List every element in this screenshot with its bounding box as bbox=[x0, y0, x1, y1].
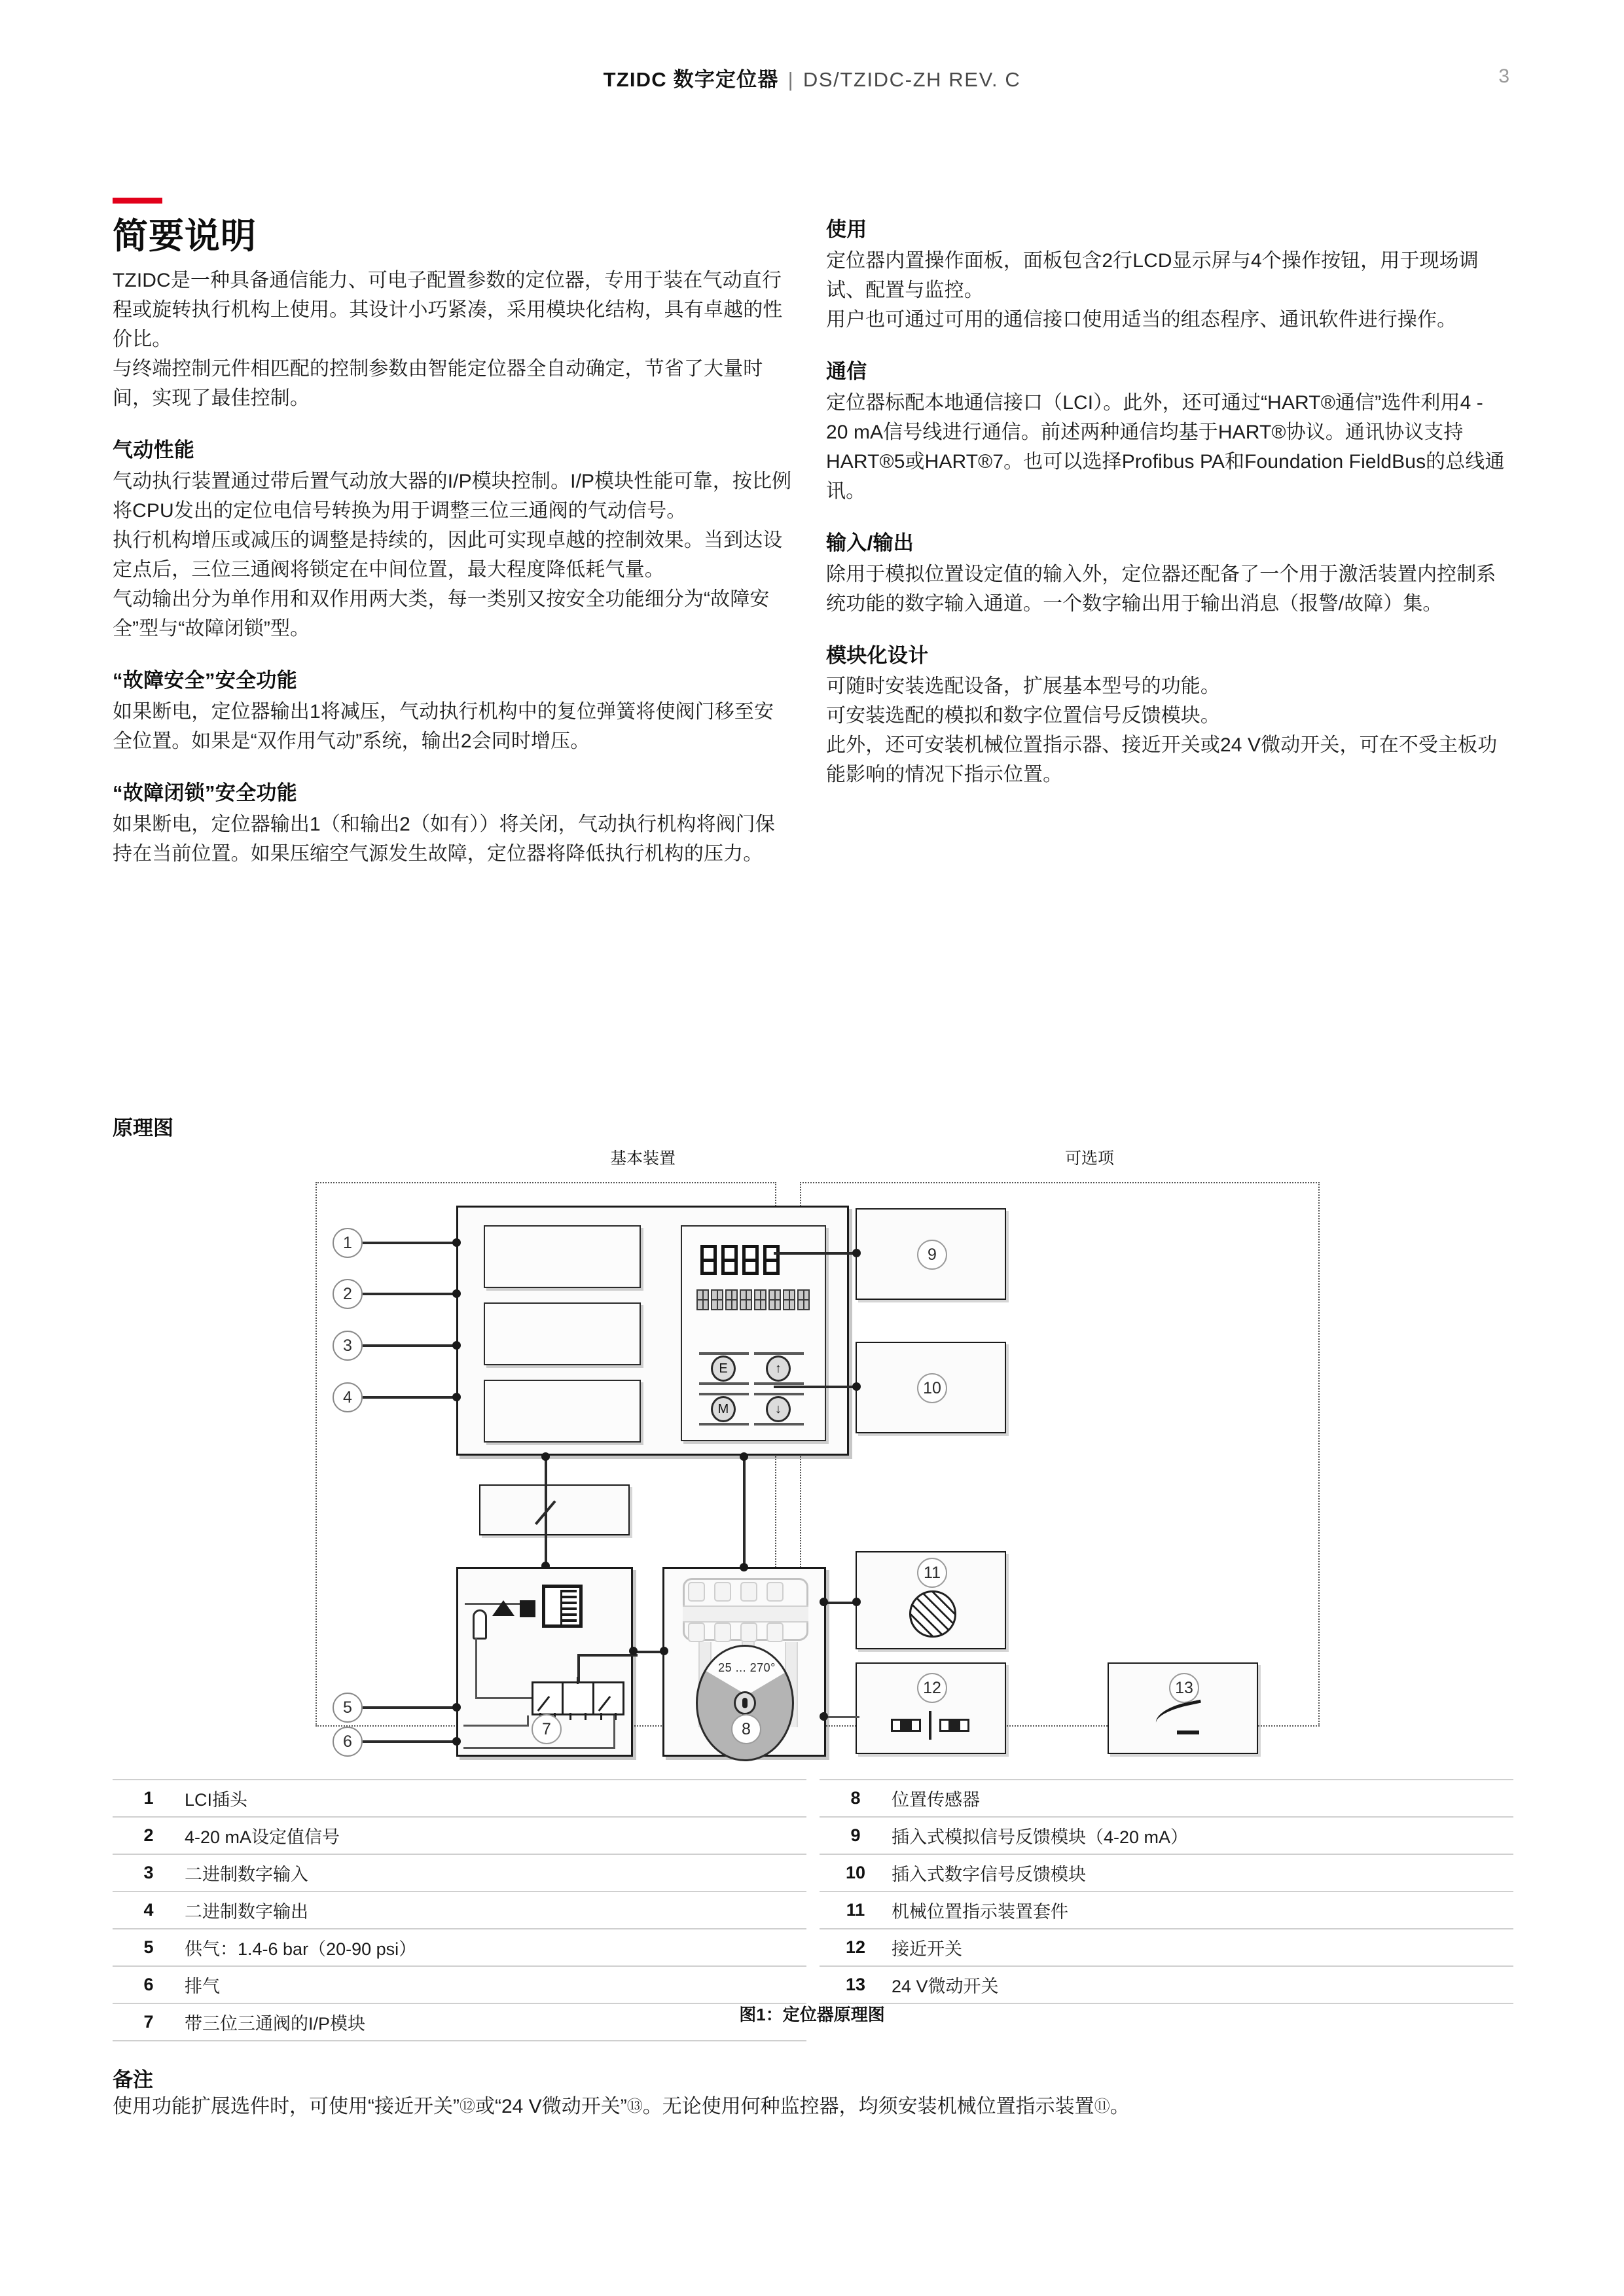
legend-text: 24 V微动开关 bbox=[892, 1977, 999, 1996]
section-heading-modular: 模块化设计 bbox=[826, 643, 929, 667]
diagram-node-4 bbox=[452, 1393, 461, 1401]
diagram-callout-10: 10 bbox=[917, 1373, 947, 1403]
operating-button-mode-label: M bbox=[711, 1396, 736, 1422]
diagram-node-3 bbox=[452, 1341, 461, 1350]
valve-supply-port-line bbox=[463, 1725, 529, 1727]
operating-button-down[interactable] bbox=[754, 1393, 804, 1426]
faillock-paragraph-1: 如果断电，定位器输出1（和输出2（如有））将关闭，气动执行机构将阀门保持在当前位置。如果压缩空气源发生故障，定位器将降低执行机构的压力。 bbox=[113, 813, 775, 865]
ip-coil-icon bbox=[542, 1585, 583, 1628]
valve-output-riser bbox=[577, 1654, 580, 1683]
legend-row bbox=[820, 1891, 1513, 1928]
legend-row bbox=[113, 1965, 806, 2003]
diagram-group-label-basic: 基本装置 bbox=[610, 1149, 676, 1168]
diagram-callout-5: 5 bbox=[333, 1693, 363, 1723]
legend-number: 6 bbox=[143, 1975, 154, 1994]
actuator-band bbox=[683, 1605, 808, 1623]
valve-exhaust-port-riser bbox=[613, 1715, 615, 1748]
diagram-node-9 bbox=[852, 1249, 861, 1257]
legend-text: 排气 bbox=[185, 1977, 220, 1996]
three-position-three-way-valve bbox=[532, 1681, 624, 1715]
legend-text: 带三位三通阀的I/P模块 bbox=[185, 2014, 366, 2034]
diagram-option-micro-switch bbox=[1108, 1662, 1258, 1754]
legend-row bbox=[820, 1779, 1513, 1816]
legend-row bbox=[820, 1816, 1513, 1854]
schematic-diagram bbox=[113, 1145, 1513, 1774]
operating-button-enter[interactable] bbox=[699, 1352, 749, 1385]
remark-text-2: 或“24 V微动开关” bbox=[475, 2096, 627, 2117]
pneumatics-paragraph-2: 执行机构增压或减压的调整是持续的，因此可实现卓越的控制效果。当到达设定点后，三位三通阀将锁定在中间位置，最大程度降低耗气量。 bbox=[113, 529, 783, 581]
valve-cell-left bbox=[533, 1683, 564, 1713]
legend-text: 插入式数字信号反馈模块 bbox=[892, 1865, 1086, 1884]
operating-button-down-label: ↓ bbox=[766, 1396, 791, 1422]
modular-paragraph-2: 可安装选配的模拟和数字位置信号反馈模块。 bbox=[826, 705, 1220, 727]
diagram-node-11-src bbox=[820, 1598, 828, 1606]
legend-number: 4 bbox=[143, 1900, 154, 1920]
pneumatics-paragraph-1: 气动执行装置通过带后置气动放大器的I/P模块控制。I/P模块性能可靠，按比例将CPU发出的定位电信号转换为用于调整三位三通阀的气动信号。 bbox=[113, 470, 792, 522]
diagram-block-terminal-2 bbox=[484, 1302, 641, 1365]
diagram-lead-3 bbox=[363, 1344, 458, 1347]
diagram-ip-module bbox=[456, 1567, 633, 1757]
diagram-callout-11: 11 bbox=[917, 1558, 947, 1588]
intro-paragraph-1: TZIDC是一种具备通信能力、可电子配置参数的定位器，专用于装在气动直行程或旋转执行机构上使用。其设计小巧紧凑，采用模块化结构，具有卓越的性价比。 bbox=[113, 270, 783, 351]
legend-number: 13 bbox=[845, 1975, 866, 1994]
operation-paragraph-2: 用户也可通过可用的通信接口使用适当的组态程序、通讯软件进行操作。 bbox=[826, 308, 1457, 331]
diagram-callout-1: 1 bbox=[333, 1228, 363, 1258]
legend-text: 位置传感器 bbox=[892, 1790, 980, 1810]
remark-ref-11: ⑪ bbox=[1094, 2098, 1110, 2115]
lcd-fourteen-segment-row bbox=[696, 1289, 810, 1310]
legend-number: 12 bbox=[845, 1937, 866, 1957]
diagram-option-analog-feedback bbox=[856, 1208, 1006, 1300]
rotation-hub bbox=[734, 1691, 756, 1715]
diagram-option-mechanical-indicator bbox=[856, 1551, 1006, 1649]
operating-button-up-label: ↑ bbox=[766, 1355, 791, 1382]
rotation-range-label: 25 ... 270° bbox=[718, 1661, 776, 1674]
valve-output-line bbox=[577, 1654, 638, 1657]
page-header bbox=[0, 63, 1624, 102]
actuator-fin bbox=[767, 1582, 784, 1602]
diagram-node-1 bbox=[452, 1238, 461, 1247]
legend-number: 2 bbox=[143, 1825, 154, 1845]
diagram-lead-4 bbox=[363, 1396, 458, 1399]
legend-number: 8 bbox=[850, 1788, 861, 1808]
legend-row bbox=[820, 1854, 1513, 1891]
section-heading-faillock: “故障闭锁”安全功能 bbox=[113, 781, 297, 804]
io-paragraph-1: 除用于模拟位置设定值的输入外，定位器还配备了一个用于激活装置内控制系统功能的数字输入通道。一个数字输出用于输出消息（报警/故障）集。 bbox=[826, 563, 1496, 615]
diagram-lead-2 bbox=[363, 1293, 458, 1295]
diagram-callout-7: 7 bbox=[532, 1714, 562, 1744]
legend-row bbox=[113, 1816, 806, 1854]
legend-text: 供气：1.4-6 bar（20-90 psi） bbox=[185, 1939, 417, 1959]
diagram-callout-8: 8 bbox=[731, 1714, 761, 1744]
valve-supply-port-riser bbox=[527, 1715, 529, 1726]
diagram-block-terminal-1 bbox=[484, 1225, 641, 1288]
section-heading-io: 输入/输出 bbox=[826, 531, 914, 554]
remark-heading: 备注 bbox=[113, 2068, 153, 2091]
fourteen-segment-char bbox=[696, 1289, 709, 1310]
remark-text-3: 。无论使用何种监控器，均须安装机械位置指示装置 bbox=[642, 2096, 1094, 2117]
lcd-seven-segment-row bbox=[700, 1245, 780, 1275]
valve-cell-right bbox=[594, 1683, 623, 1713]
ip-nozzle-down-line bbox=[475, 1638, 477, 1698]
diagram-lead-9 bbox=[774, 1252, 859, 1255]
operating-button-mode[interactable] bbox=[699, 1393, 749, 1426]
ip-amplifier-icon bbox=[492, 1600, 514, 1616]
fourteen-segment-char bbox=[711, 1289, 723, 1310]
failsafe-paragraph-1: 如果断电，定位器输出1将减压，气动执行机构中的复位弹簧将使阀门移至安全位置。如果是“双作用气动”系统，输出2会同时增压。 bbox=[113, 700, 774, 752]
section-heading-pneumatics: 气动性能 bbox=[113, 439, 195, 462]
legend-text: LCI插头 bbox=[185, 1790, 248, 1810]
ip-nozzle-icon bbox=[473, 1609, 487, 1640]
legend-number: 1 bbox=[143, 1788, 154, 1808]
fourteen-segment-char bbox=[754, 1289, 767, 1310]
diagram-callout-6: 6 bbox=[333, 1727, 363, 1757]
operating-button-up[interactable] bbox=[754, 1352, 804, 1385]
remark-body bbox=[113, 2092, 1526, 2121]
legend-row bbox=[820, 1928, 1513, 1965]
legend-number: 11 bbox=[846, 1900, 865, 1920]
diagram-callout-13: 13 bbox=[1169, 1673, 1199, 1703]
modular-paragraph-1: 可随时安装选配设备，扩展基本型号的功能。 bbox=[826, 675, 1220, 698]
diagram-callout-2: 2 bbox=[333, 1279, 363, 1309]
page-title: 简要说明 bbox=[113, 217, 257, 256]
diagram-lead-12 bbox=[823, 1716, 859, 1718]
legend-text: 二进制数字输入 bbox=[185, 1865, 308, 1884]
section-heading-operation: 使用 bbox=[826, 218, 867, 241]
fourteen-segment-char bbox=[725, 1289, 738, 1310]
header-separator: | bbox=[787, 68, 794, 91]
operating-button-enter-label: E bbox=[711, 1355, 736, 1382]
legend-row bbox=[113, 1928, 806, 1965]
diagram-position-sensor bbox=[662, 1567, 826, 1757]
legend-number: 9 bbox=[850, 1825, 861, 1845]
diagram-node-11 bbox=[852, 1598, 861, 1606]
legend-row bbox=[820, 1965, 1513, 2004]
diagram-link-housing-to-sensor bbox=[743, 1456, 746, 1568]
legend-number: 3 bbox=[143, 1863, 154, 1882]
intro-paragraph-2: 与终端控制元件相匹配的控制参数由智能定位器全自动确定，节省了大量时间，实现了最佳控制。 bbox=[113, 358, 763, 410]
header-product-title: TZIDC 数字定位器 bbox=[603, 68, 779, 91]
diagram-node-ip-output bbox=[629, 1647, 638, 1655]
accent-rule bbox=[113, 198, 162, 204]
diagram-lead-6 bbox=[363, 1740, 458, 1743]
legend-text: 插入式模拟信号反馈模块（4-20 mA） bbox=[892, 1827, 1189, 1847]
actuator-fin bbox=[740, 1582, 757, 1602]
legend-number: 5 bbox=[143, 1937, 154, 1957]
diagram-lead-1 bbox=[363, 1242, 458, 1244]
fourteen-segment-char bbox=[768, 1289, 781, 1310]
ip-restrictor-icon bbox=[520, 1600, 535, 1617]
proximity-switch-icon bbox=[891, 1711, 969, 1740]
legend-text: 机械位置指示装置套件 bbox=[892, 1902, 1068, 1922]
switch-contact-icon bbox=[513, 1482, 556, 1525]
legend-text: 接近开关 bbox=[892, 1939, 962, 1959]
remark-ref-13: ⑬ bbox=[626, 2098, 643, 2115]
modular-paragraph-3: 此外，还可安装机械位置指示器、接近开关或24 V微动开关，可在不受主板功能影响的情况下指示位置。 bbox=[826, 734, 1498, 786]
fourteen-segment-char bbox=[797, 1289, 810, 1310]
diagram-lcd-panel bbox=[681, 1225, 826, 1441]
diagram-option-proximity-switch bbox=[856, 1662, 1006, 1754]
mechanical-indicator-icon bbox=[909, 1590, 956, 1638]
fourteen-segment-char bbox=[740, 1289, 752, 1310]
legend-number: 10 bbox=[845, 1863, 866, 1882]
diagram-callout-12: 12 bbox=[917, 1673, 947, 1703]
diagram-callout-4: 4 bbox=[333, 1382, 363, 1412]
remark-ref-12: ⑫ bbox=[459, 2098, 475, 2115]
legend-text: 二进制数字输出 bbox=[185, 1902, 308, 1922]
operation-paragraph-1: 定位器内置操作面板，面板包含2行LCD显示屏与4个操作按钮，用于现场调试、配置与监控。 bbox=[826, 249, 1479, 301]
diagram-lead-10 bbox=[774, 1386, 859, 1388]
seven-segment-digit bbox=[763, 1245, 780, 1275]
schematic-section-heading: 原理图 bbox=[113, 1117, 173, 1139]
actuator-fin bbox=[688, 1623, 705, 1642]
diagram-binary-switch-block bbox=[479, 1484, 630, 1535]
diagram-node-5 bbox=[452, 1703, 461, 1712]
fourteen-segment-char bbox=[783, 1289, 795, 1310]
actuator-fin bbox=[740, 1623, 757, 1642]
legend-row bbox=[113, 1779, 806, 1816]
seven-segment-digit bbox=[700, 1245, 717, 1275]
diagram-link-housing-to-ip bbox=[545, 1456, 547, 1567]
diagram-node-housing-bottom-right bbox=[740, 1452, 748, 1461]
section-heading-communication: 通信 bbox=[826, 359, 867, 383]
legend-row bbox=[113, 1891, 806, 1928]
diagram-node-10 bbox=[852, 1382, 861, 1391]
diagram-group-label-option: 可选项 bbox=[1065, 1149, 1115, 1168]
left-column bbox=[113, 216, 793, 869]
diagram-node-sensor-input bbox=[660, 1647, 668, 1655]
diagram-node-2 bbox=[452, 1289, 461, 1298]
actuator-fin bbox=[714, 1623, 731, 1642]
seven-segment-digit bbox=[742, 1245, 759, 1275]
diagram-node-6 bbox=[452, 1737, 461, 1746]
diagram-node-sensor-top bbox=[740, 1563, 748, 1571]
actuator-fin bbox=[714, 1582, 731, 1602]
legend-column-right bbox=[820, 1779, 1513, 2004]
diagram-lead-5 bbox=[363, 1706, 458, 1709]
diagram-node-12-src bbox=[820, 1712, 828, 1721]
header-title-group bbox=[0, 63, 1624, 92]
legend-number: 7 bbox=[143, 2012, 154, 2032]
remark-text-4: 。 bbox=[1110, 2096, 1130, 2117]
diagram-callout-9: 9 bbox=[917, 1240, 947, 1270]
actuator-fin bbox=[767, 1623, 784, 1642]
remark-text-1: 使用功能扩展选件时，可使用“接近开关” bbox=[113, 2096, 460, 2117]
header-document-code: DS/TZIDC-ZH REV. C bbox=[803, 68, 1021, 91]
actuator-fin bbox=[688, 1582, 705, 1602]
diagram-block-terminal-3 bbox=[484, 1380, 641, 1443]
diagram-option-digital-feedback bbox=[856, 1342, 1006, 1433]
figure-caption: 图1：定位器原理图 bbox=[739, 2005, 885, 2024]
pneumatics-paragraph-3: 气动输出分为单作用和双作用两大类，每一类别又按安全功能细分为“故障安全”型与“故障闭锁”型。 bbox=[113, 588, 770, 639]
right-column bbox=[826, 216, 1507, 789]
legend-text: 4-20 mA设定值信号 bbox=[185, 1827, 340, 1847]
seven-segment-digit bbox=[721, 1245, 738, 1275]
section-heading-failsafe: “故障安全”安全功能 bbox=[113, 668, 297, 692]
diagram-callout-3: 3 bbox=[333, 1331, 363, 1361]
communication-paragraph-1: 定位器标配本地通信接口（LCI）。此外，还可通过“HART®通信”选件利用4 - 20 mA信号线进行通信。前述两种通信均基于HART®协议。通讯协议支持HART®5或HART®7。也可以选择Profibus PA和Foundation FieldBus的总线通讯。 bbox=[826, 391, 1505, 502]
diagram-node-housing-bottom-left bbox=[541, 1452, 550, 1461]
page-number: 3 bbox=[1498, 65, 1509, 87]
legend-row bbox=[113, 1854, 806, 1891]
valve-exhaust-port-line bbox=[463, 1747, 615, 1749]
